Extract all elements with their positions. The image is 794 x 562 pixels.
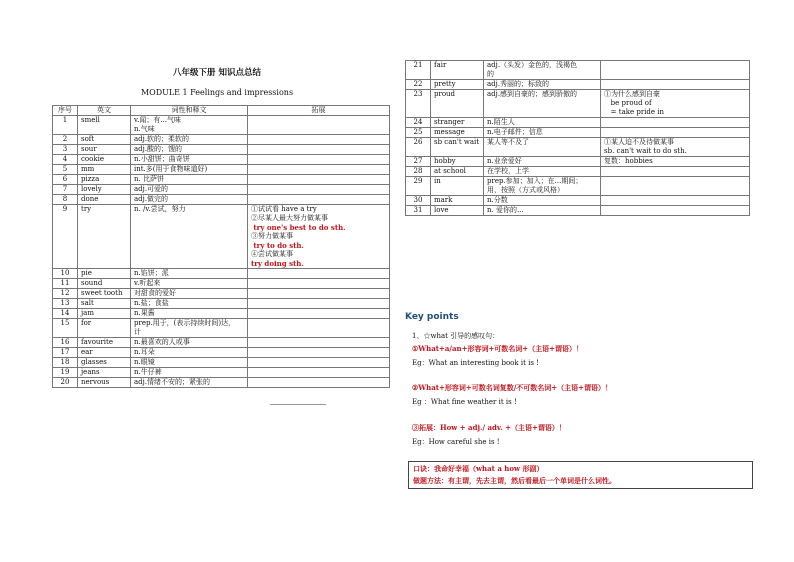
table-row bbox=[53, 269, 390, 279]
rule-1: ①What+a/an+形容词+可数名词+（主语+谓语）！ bbox=[412, 344, 584, 353]
row-number: 26 bbox=[406, 138, 431, 157]
row-number: 21 bbox=[406, 61, 431, 80]
row-definition bbox=[131, 358, 248, 368]
table-row bbox=[406, 177, 750, 196]
row-definition bbox=[484, 196, 601, 206]
table-row bbox=[53, 175, 390, 185]
row-definition bbox=[484, 167, 601, 177]
row-number: 12 bbox=[53, 289, 78, 299]
row-definition bbox=[484, 80, 601, 90]
row-definition bbox=[484, 118, 601, 128]
definition-line: adj.感到自豪的；感到骄傲的 bbox=[487, 90, 578, 98]
row-definition bbox=[131, 155, 248, 165]
vocab-table-left bbox=[52, 105, 390, 388]
row-number: 23 bbox=[406, 90, 431, 118]
row-number: 20 bbox=[53, 378, 78, 388]
definition-line: 的 bbox=[487, 70, 494, 78]
table-row bbox=[53, 289, 390, 299]
row-word: sound bbox=[78, 279, 131, 289]
row-definition bbox=[131, 338, 248, 348]
row-definition bbox=[131, 319, 248, 338]
header-definition: 词性和释文 bbox=[131, 106, 248, 116]
definition-line: adj.做完的 bbox=[134, 195, 169, 203]
row-number: 9 bbox=[53, 205, 78, 269]
row-extension bbox=[248, 299, 390, 309]
definition-line: adj.可爱的 bbox=[134, 185, 169, 193]
row-definition bbox=[484, 61, 601, 80]
definition-line: v.听起来 bbox=[134, 279, 161, 287]
row-word: love bbox=[431, 206, 484, 216]
table-row bbox=[53, 116, 390, 135]
table-row bbox=[53, 135, 390, 145]
key-points-intro: 1、☆what 引导的感叹句： bbox=[412, 332, 500, 340]
table-row bbox=[53, 195, 390, 205]
row-word: jeans bbox=[78, 368, 131, 378]
definition-line: v.闻；有...气味 bbox=[134, 116, 182, 124]
row-number: 18 bbox=[53, 358, 78, 368]
definition-line: int.多(用于食物味道好) bbox=[134, 165, 208, 173]
row-word: ear bbox=[78, 348, 131, 358]
table-row bbox=[53, 155, 390, 165]
rule-3: ③拓展：How + adj./ adv. +（主语+谓语）！ bbox=[412, 423, 566, 432]
example-1: Eg：What an interesting book it is ! bbox=[412, 359, 539, 367]
definition-line: adj.软的；柔软的 bbox=[134, 135, 190, 143]
row-number: 13 bbox=[53, 299, 78, 309]
extension-line: try doing sth. bbox=[251, 259, 304, 268]
row-definition bbox=[484, 177, 601, 196]
row-word: fair bbox=[431, 61, 484, 80]
row-extension bbox=[248, 116, 390, 135]
row-number: 15 bbox=[53, 319, 78, 338]
row-word: mark bbox=[431, 196, 484, 206]
extension-line: 复数：hobbies bbox=[604, 157, 653, 165]
table-row bbox=[53, 145, 390, 155]
row-number: 1 bbox=[53, 116, 78, 135]
row-word: try bbox=[78, 205, 131, 269]
row-extension bbox=[248, 135, 390, 145]
row-extension bbox=[601, 118, 750, 128]
row-definition bbox=[131, 135, 248, 145]
row-number: 3 bbox=[53, 145, 78, 155]
row-word: soft bbox=[78, 135, 131, 145]
row-word: done bbox=[78, 195, 131, 205]
row-extension bbox=[248, 289, 390, 299]
definition-line: adj.秀丽的；标致的 bbox=[487, 80, 550, 88]
row-number: 11 bbox=[53, 279, 78, 289]
table-row bbox=[53, 348, 390, 358]
definition-line: 计 bbox=[134, 328, 141, 336]
table-row bbox=[406, 196, 750, 206]
row-number: 5 bbox=[53, 165, 78, 175]
table-row bbox=[406, 138, 750, 157]
row-number: 8 bbox=[53, 195, 78, 205]
extension-line: ①试试看 have a try bbox=[251, 205, 317, 213]
definition-line: n.业余爱好 bbox=[487, 157, 522, 165]
definition-line: n.盐；食盐 bbox=[134, 299, 169, 307]
row-extension bbox=[248, 195, 390, 205]
definition-line: prep.参加；加入；在...期间； bbox=[487, 177, 583, 185]
row-word: sb can't wait bbox=[431, 138, 484, 157]
definition-line: n. 比萨饼 bbox=[134, 175, 164, 183]
row-number: 31 bbox=[406, 206, 431, 216]
row-word: smell bbox=[78, 116, 131, 135]
key-points-heading: Key points bbox=[405, 312, 459, 322]
row-word: jam bbox=[78, 309, 131, 319]
table-row bbox=[53, 368, 390, 378]
row-word: pretty bbox=[431, 80, 484, 90]
row-definition bbox=[131, 348, 248, 358]
row-definition bbox=[131, 195, 248, 205]
definition-line: 用，按照（方式或风格） bbox=[487, 186, 564, 194]
row-definition bbox=[484, 90, 601, 118]
row-extension bbox=[248, 378, 390, 388]
row-extension bbox=[248, 269, 390, 279]
definition-line: prep.用于，(表示持续时间)达， bbox=[134, 319, 236, 327]
row-definition bbox=[131, 289, 248, 299]
row-extension bbox=[248, 319, 390, 338]
row-number: 6 bbox=[53, 175, 78, 185]
header-extension: 拓展 bbox=[248, 106, 390, 116]
definition-line: n.分数 bbox=[487, 196, 508, 204]
definition-line: adj.（头发）金色的，浅褐色 bbox=[487, 61, 578, 69]
extension-line: ④尝试做某事 bbox=[251, 250, 293, 258]
header-english: 英文 bbox=[78, 106, 131, 116]
row-extension bbox=[248, 279, 390, 289]
row-word: for bbox=[78, 319, 131, 338]
row-word: stranger bbox=[431, 118, 484, 128]
divider-line bbox=[270, 404, 326, 405]
definition-line: n.眼镜 bbox=[134, 358, 155, 366]
row-extension bbox=[601, 90, 750, 118]
row-extension bbox=[601, 177, 750, 196]
row-number: 16 bbox=[53, 338, 78, 348]
row-extension bbox=[601, 206, 750, 216]
row-extension bbox=[248, 175, 390, 185]
row-number: 27 bbox=[406, 157, 431, 167]
row-extension bbox=[248, 358, 390, 368]
row-number: 24 bbox=[406, 118, 431, 128]
row-extension bbox=[601, 167, 750, 177]
definition-line: n.小甜饼；曲奇饼 bbox=[134, 155, 190, 163]
row-word: mm bbox=[78, 165, 131, 175]
row-word: cookie bbox=[78, 155, 131, 165]
definition-line: n.馅饼；派 bbox=[134, 269, 169, 277]
row-definition bbox=[131, 368, 248, 378]
row-extension bbox=[601, 128, 750, 138]
row-extension bbox=[248, 205, 390, 269]
table-header-row bbox=[53, 106, 390, 116]
row-extension bbox=[248, 338, 390, 348]
extension-line: try one's best to do sth. bbox=[251, 223, 346, 232]
row-extension bbox=[248, 368, 390, 378]
row-word: sour bbox=[78, 145, 131, 155]
definition-line: n.最喜欢的人或事 bbox=[134, 338, 190, 346]
row-definition bbox=[484, 128, 601, 138]
example-2: Eg ：What fine weather it is ! bbox=[412, 398, 517, 406]
table-row bbox=[53, 165, 390, 175]
row-definition bbox=[131, 269, 248, 279]
definition-line: adj.情绪不安的；紧张的 bbox=[134, 378, 211, 386]
row-definition bbox=[131, 175, 248, 185]
row-definition bbox=[484, 138, 601, 157]
row-definition bbox=[131, 185, 248, 195]
table-row bbox=[53, 299, 390, 309]
row-word: sweet tooth bbox=[78, 289, 131, 299]
extension-line: ①为什么感到自豪 bbox=[604, 90, 660, 98]
module-title: MODULE 1 Feelings and impressions bbox=[140, 88, 294, 97]
definition-line: n.牛仔裤 bbox=[134, 368, 162, 376]
table-row bbox=[406, 206, 750, 216]
row-definition bbox=[131, 299, 248, 309]
row-definition bbox=[484, 157, 601, 167]
row-number: 30 bbox=[406, 196, 431, 206]
header-number: 序号 bbox=[53, 106, 78, 116]
row-definition bbox=[131, 145, 248, 155]
definition-line: n.气味 bbox=[134, 125, 155, 133]
row-word: hobby bbox=[431, 157, 484, 167]
extension-line: be proud of bbox=[604, 99, 652, 107]
extension-line: = take pride in bbox=[604, 108, 665, 116]
row-number: 7 bbox=[53, 185, 78, 195]
extension-line: try to do sth. bbox=[251, 241, 304, 250]
row-number: 2 bbox=[53, 135, 78, 145]
page-title: 八年级下册 知识点总结 bbox=[173, 68, 261, 78]
row-extension bbox=[248, 145, 390, 155]
row-number: 25 bbox=[406, 128, 431, 138]
definition-line: 对甜食的爱好 bbox=[134, 289, 176, 297]
row-number: 14 bbox=[53, 309, 78, 319]
row-word: at school bbox=[431, 167, 484, 177]
definition-line: n.果酱 bbox=[134, 309, 155, 317]
row-extension bbox=[601, 80, 750, 90]
row-word: proud bbox=[431, 90, 484, 118]
row-word: pie bbox=[78, 269, 131, 279]
row-extension bbox=[601, 196, 750, 206]
table-row bbox=[406, 128, 750, 138]
row-definition bbox=[131, 279, 248, 289]
row-definition bbox=[131, 205, 248, 269]
table-row bbox=[53, 309, 390, 319]
row-number: 19 bbox=[53, 368, 78, 378]
table-row bbox=[53, 205, 390, 269]
definition-line: n. 爱你的... bbox=[487, 206, 524, 214]
row-word: message bbox=[431, 128, 484, 138]
row-word: nervous bbox=[78, 378, 131, 388]
table-row bbox=[406, 167, 750, 177]
vocab-table-right bbox=[405, 60, 750, 216]
row-extension bbox=[601, 61, 750, 80]
row-extension bbox=[248, 348, 390, 358]
table-row bbox=[53, 338, 390, 348]
row-word: in bbox=[431, 177, 484, 196]
definition-line: n.陌生人 bbox=[487, 118, 515, 126]
row-extension bbox=[601, 157, 750, 167]
method-line: 做题方法：有主谓，先去主谓，然后看最后一个单词是什么词性。 bbox=[413, 476, 616, 485]
row-number: 28 bbox=[406, 167, 431, 177]
row-extension bbox=[248, 185, 390, 195]
example-3: Eg：How careful she is ! bbox=[412, 438, 500, 446]
row-definition bbox=[131, 378, 248, 388]
table-row bbox=[406, 90, 750, 118]
table-row bbox=[406, 80, 750, 90]
definition-line: n.电子邮件；信息 bbox=[487, 128, 543, 136]
row-word: salt bbox=[78, 299, 131, 309]
table-row bbox=[53, 378, 390, 388]
row-definition bbox=[484, 206, 601, 216]
definition-line: 某人等不及了 bbox=[487, 138, 529, 146]
table-row bbox=[53, 319, 390, 338]
table-row bbox=[406, 157, 750, 167]
extension-line: ②尽某人最大努力做某事 bbox=[251, 214, 328, 222]
rule-2: ②What+形容词+可数名词复数/不可数名词+（主语+谓语）！ bbox=[412, 383, 613, 392]
table-row bbox=[53, 185, 390, 195]
row-extension bbox=[601, 138, 750, 157]
definition-line: n.耳朵 bbox=[134, 348, 155, 356]
row-word: favourite bbox=[78, 338, 131, 348]
row-definition bbox=[131, 116, 248, 135]
row-definition bbox=[131, 165, 248, 175]
row-number: 4 bbox=[53, 155, 78, 165]
extension-line: ③努力做某事 bbox=[251, 232, 293, 240]
row-word: lovely bbox=[78, 185, 131, 195]
row-number: 17 bbox=[53, 348, 78, 358]
extension-line: sb. can't wait to do sth. bbox=[604, 147, 687, 155]
extension-line: ①某人迫不及待做某事 bbox=[604, 138, 674, 146]
row-word: glasses bbox=[78, 358, 131, 368]
row-number: 29 bbox=[406, 177, 431, 196]
row-number: 10 bbox=[53, 269, 78, 279]
row-extension bbox=[248, 309, 390, 319]
table-row bbox=[406, 118, 750, 128]
table-row bbox=[53, 279, 390, 289]
table-row bbox=[53, 358, 390, 368]
definition-line: n. /v.尝试，努力 bbox=[134, 205, 186, 213]
definition-line: 在学校，上学 bbox=[487, 167, 529, 175]
row-number: 22 bbox=[406, 80, 431, 90]
table-row bbox=[406, 61, 750, 80]
row-definition bbox=[131, 309, 248, 319]
row-extension bbox=[248, 155, 390, 165]
mnemonic-line: 口诀：我命好幸福（what a how 形副） bbox=[413, 464, 544, 473]
row-word: pizza bbox=[78, 175, 131, 185]
row-extension bbox=[248, 165, 390, 175]
definition-line: adj.酸的；馊的 bbox=[134, 145, 183, 153]
